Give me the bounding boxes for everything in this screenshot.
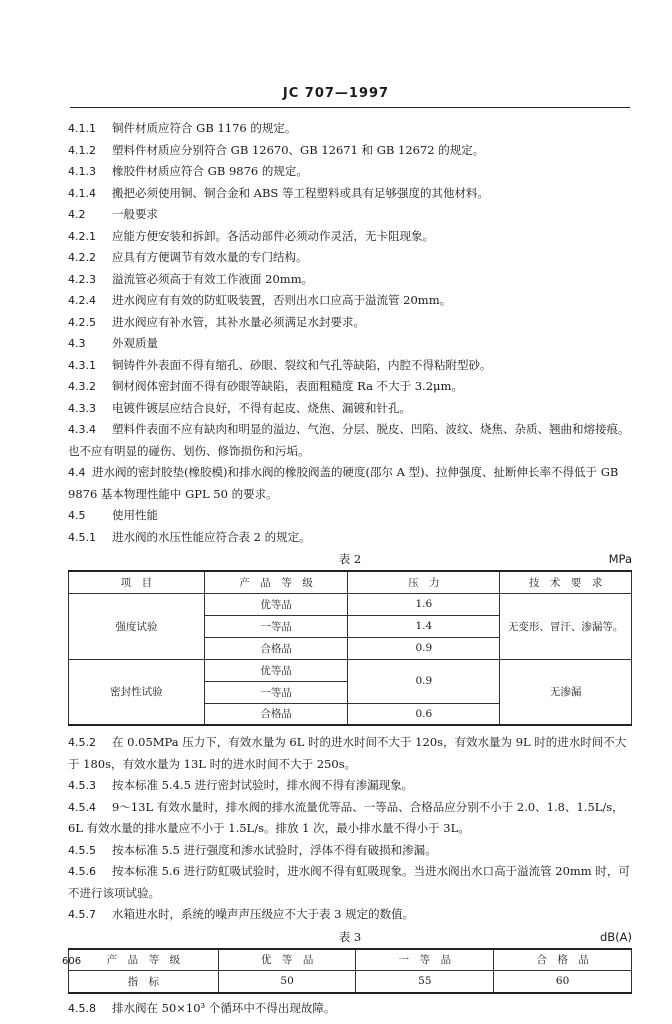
- clause-text: 应能方便安装和拆卸。各活动部件必须动作灵活，无卡阻现象。: [112, 228, 434, 243]
- clause-text: 按本标准 5.5 进行强度和渗水试验时，浮体不得有破损和渗漏。: [112, 842, 437, 857]
- clause-text: 橡胶件材质应符合 GB 9876 的规定。: [112, 164, 308, 178]
- clause-number: 4.2.3: [68, 272, 96, 286]
- clause-4-2-5: [68, 312, 632, 334]
- header-superior: 优 等 品: [218, 949, 356, 971]
- clause-number: 4.5.8: [68, 1001, 96, 1015]
- clause-number: 4.1.4: [68, 186, 96, 200]
- header-qualified: 合 格 品: [494, 949, 632, 971]
- clause-4-2-2: [68, 247, 632, 269]
- clause-text: 排水阀在 50×10³ 个循环中不得出现故障。: [112, 1000, 336, 1015]
- strength-requirement: 无变形、冒汗、渗漏等。: [500, 593, 632, 659]
- clause-number: 4.5.4: [68, 800, 96, 814]
- clause-4-3: [68, 333, 632, 355]
- value-cell: 60: [494, 971, 632, 993]
- grade-cell: 合格品: [204, 703, 348, 725]
- pressure-cell: 0.6: [348, 703, 500, 725]
- clause-text: 进水阀应有有效的防虹吸装置，否则出水口应高于溢流管 20mm。: [112, 293, 452, 307]
- header-grade: 产 品 等 级: [69, 949, 219, 971]
- clause-text: 应具有方便调节有效水量的专门结构。: [112, 250, 308, 264]
- clause-4-5-3: [68, 775, 632, 797]
- clause-4-3-3: [68, 398, 632, 420]
- clause-number: 4.3.3: [68, 401, 96, 415]
- table-2-caption: [68, 548, 632, 570]
- clause-text: 一般要求: [112, 207, 158, 221]
- clause-4-3-4: [68, 419, 632, 441]
- clause-number: 4.5.2: [68, 736, 96, 749]
- pressure-cell: 0.9: [348, 637, 500, 659]
- clause-4-3-1: [68, 355, 632, 377]
- clause-number: 4.2: [68, 208, 86, 221]
- clause-4-5-6: [68, 861, 632, 904]
- clauses-block-2: [68, 505, 632, 548]
- clause-4-5-8: [68, 998, 632, 1020]
- value-cell: 55: [356, 971, 494, 993]
- clause-text: 按本标准 5.4.5 进行密封试验时，排水阀不得有渗漏现象。: [112, 778, 414, 792]
- table-row: [69, 593, 632, 615]
- header-item: 项 目: [69, 571, 205, 593]
- clause-text: 9～13L 有效水量时，排水阀的排水流量优等品、一等品、合格品应分别不小于 2.0、1.8、1.5L/s，6L 有效水量的排水量应不小于 1.5L/s。排放 1 次，最小排水量不得小于 3L。: [68, 799, 624, 835]
- clause-number: 4.2.4: [68, 294, 96, 307]
- header-requirement: 技 术 要 求: [500, 571, 632, 593]
- seal-test-label: 密封性试验: [69, 659, 205, 725]
- clause-4-1-3: [68, 161, 632, 183]
- clauses-block-1: [68, 118, 632, 441]
- pressure-cell: 1.6: [348, 593, 500, 615]
- clause-4-1-4: [68, 183, 632, 205]
- clause-number: 4.3.4: [68, 423, 96, 436]
- clause-number: 4.4: [68, 466, 86, 479]
- value-cell: 50: [218, 971, 356, 993]
- grade-cell: 优等品: [204, 593, 348, 615]
- table-3: [68, 948, 632, 994]
- table-header-row: [69, 571, 632, 593]
- strength-test-label: 强度试验: [69, 593, 205, 659]
- table-2-title: 表 2: [338, 552, 362, 566]
- clause-4-3-2: [68, 376, 632, 398]
- clause-text: 铜材阀体密封面不得有砂眼等缺陷，表面粗糙度 Ra 不大于 3.2μm。: [112, 379, 463, 393]
- pressure-cell: 1.4: [348, 615, 500, 637]
- clause-number: 4.2.1: [68, 229, 96, 243]
- clause-4-1-2: [68, 140, 632, 162]
- clause-text: 铜铸件外表面不得有缩孔、砂眼、裂纹和气孔等缺陷，内腔不得粘附型砂。: [112, 357, 492, 372]
- header-rule: [70, 107, 630, 108]
- clause-text: 塑料件表面不应有缺肉和明显的溢边、气泡、分层、脱皮、凹陷、波纹、烧焦、杂质、翘曲和熔接痕。: [112, 422, 630, 436]
- table-row: [69, 971, 632, 993]
- clause-4-5-4: [68, 797, 632, 840]
- clause-number: 4.5.1: [68, 530, 96, 544]
- clause-4-2-4: [68, 290, 632, 312]
- clause-4-5-2: [68, 732, 632, 775]
- clause-text: 铜件材质应符合 GB 1176 的规定。: [112, 121, 297, 135]
- row-label: 指 标: [69, 971, 219, 993]
- clause-4-4: [68, 462, 632, 505]
- clause-text: 溢流管必须高于有效工作液面 20mm。: [112, 271, 314, 286]
- header-pressure: 压 力: [348, 571, 500, 593]
- table-2: [68, 570, 632, 726]
- clause-number: 4.1.3: [68, 165, 96, 178]
- header-grade: 产 品 等 级: [204, 571, 348, 593]
- grade-cell: 优等品: [204, 659, 348, 681]
- page-number: 606: [62, 956, 82, 967]
- clause-number: 4.3.1: [68, 358, 96, 372]
- grade-cell: 一等品: [204, 681, 348, 703]
- clause-text: 在 0.05MPa 压力下，有效水量为 6L 时的进水时间不大于 120s，有效水量为 9L 时的进水时间不大于 180s，有效水量为 13L 时的进水时间不大于 250s。: [68, 735, 627, 771]
- clause-text: 进水阀的密封胶垫(橡胶模)和排水阀的橡胶阀盖的硬度(邵尔 A 型)、拉伸强度、扯断伸长率不得低于 GB 9876 基本物理性能中 GPL 50 的要求。: [68, 465, 619, 501]
- clause-4-1-1: [68, 118, 632, 140]
- clause-text: 使用性能: [112, 508, 158, 522]
- clause-number: 4.3.2: [68, 380, 96, 393]
- clause-number: 4.5.7: [68, 908, 96, 921]
- clause-number: 4.2.5: [68, 315, 96, 329]
- clause-4-5-1: [68, 527, 632, 549]
- document-body: [68, 118, 632, 1019]
- clause-number: 4.2.2: [68, 251, 96, 264]
- clause-number: 4.5.3: [68, 779, 96, 792]
- clause-text: 进水阀的水压性能应符合表 2 的规定。: [112, 529, 311, 544]
- clause-text: 进水阀应有补水管，其补水量必须满足水封要求。: [112, 314, 365, 329]
- header-first-class: 一 等 品: [356, 949, 494, 971]
- table-3-caption: [68, 926, 632, 948]
- clause-number: 4.5.6: [68, 865, 96, 878]
- clause-text: 塑料件材质应分别符合 GB 12670、GB 12671 和 GB 12672 的规定。: [112, 142, 485, 157]
- table-2-unit: MPa: [608, 552, 632, 566]
- clause-text: 电镀件镀层应结合良好，不得有起皮、烧焦、漏镀和针孔。: [112, 400, 411, 415]
- clause-number: 4.5.5: [68, 843, 96, 857]
- clause-4-2: [68, 204, 632, 226]
- clause-4-5: [68, 505, 632, 527]
- table-3-title: 表 3: [338, 929, 362, 944]
- table-row: [69, 659, 632, 681]
- clause-number: 4.3: [68, 337, 86, 350]
- page-header: JC 707—1997: [282, 86, 390, 101]
- grade-cell: 合格品: [204, 637, 348, 659]
- clause-4-2-1: [68, 226, 632, 248]
- clause-4-2-3: [68, 269, 632, 291]
- clause-text: 水箱进水时，系统的噪声声压级应不大于表 3 规定的数值。: [112, 907, 415, 921]
- clause-4-5-7: [68, 904, 632, 926]
- seal-requirement: 无渗漏: [500, 659, 632, 725]
- pressure-cell: 0.9: [348, 659, 500, 703]
- table-header-row: [69, 949, 632, 971]
- clause-continuation: 也不应有明显的碰伤、划伤、修饰损伤和污垢。: [68, 443, 310, 458]
- clause-text: 搬把必须使用铜、铜合金和 ABS 等工程塑料或具有足够强度的其他材料。: [112, 185, 489, 200]
- table-3-unit: dB(A): [599, 929, 632, 944]
- grade-cell: 一等品: [204, 615, 348, 637]
- clause-text: 按本标准 5.6 进行防虹吸试验时，进水阀不得有虹吸现象。当进水阀出水口高于溢流管 20mm 时，可不进行该项试验。: [68, 864, 630, 900]
- clause-number: 4.1.1: [68, 122, 96, 135]
- clause-number: 4.1.2: [68, 143, 96, 157]
- clause-4-5-5: [68, 840, 632, 862]
- clause-number: 4.5: [68, 509, 86, 522]
- clause-text: 外观质量: [112, 336, 158, 350]
